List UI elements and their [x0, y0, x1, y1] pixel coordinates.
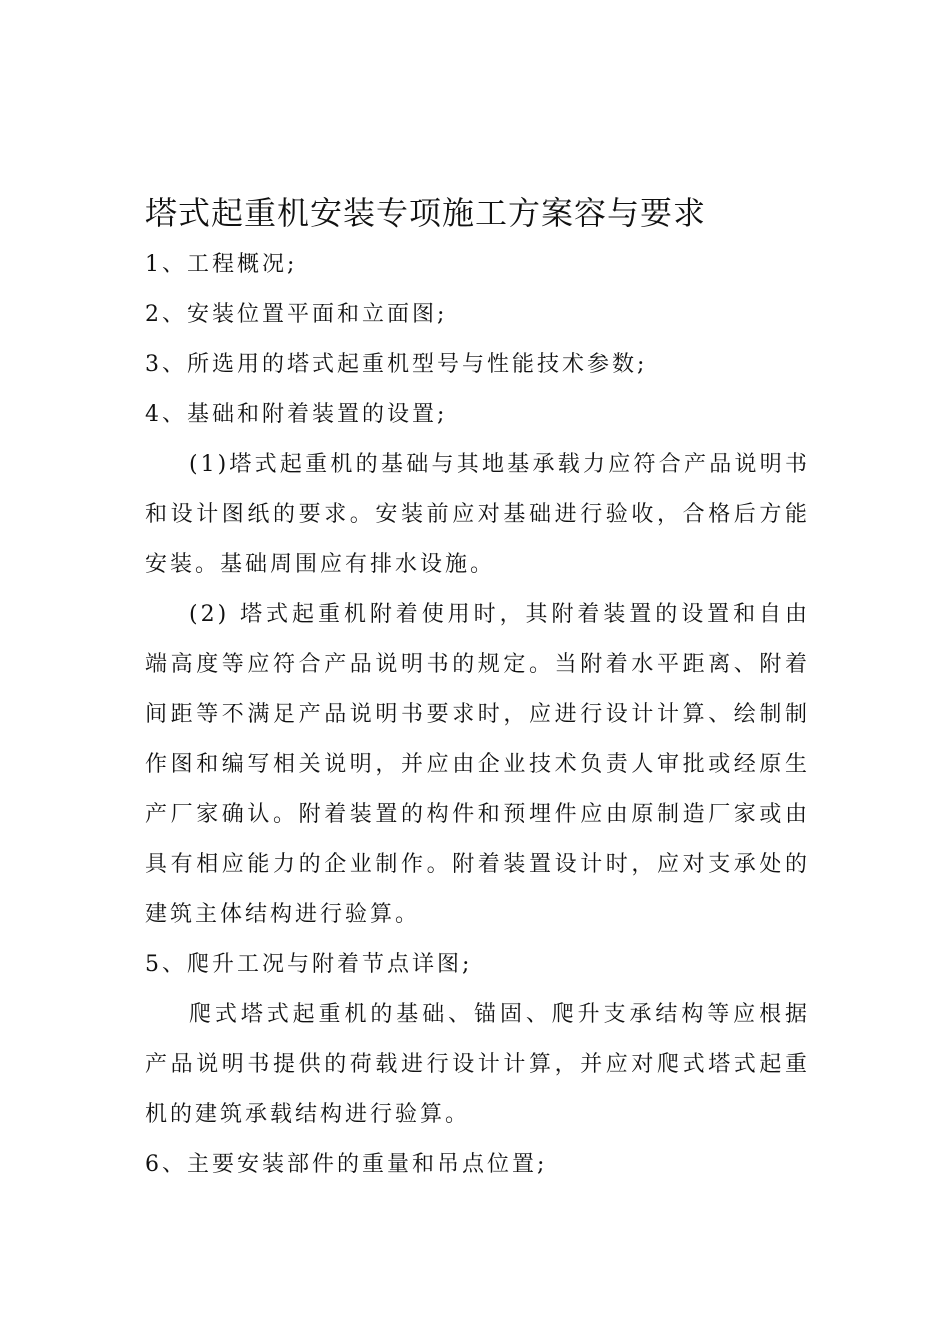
- paragraph-foundation: (1)塔式起重机的基础与其地基承载力应符合产品说明书和设计图纸的要求。安装前应对基础进行验收，合格后方能安装。基础周围应有排水设施。: [145, 452, 810, 577]
- section-heading-3: 3、所选用的塔式起重机型号与性能技术参数;: [145, 352, 648, 377]
- document-title: 塔式起重机安装专项施工方案容与要求: [145, 194, 707, 232]
- section-heading-4: 4、基础和附着装置的设置;: [145, 402, 448, 427]
- section-heading-5: 5、爬升工况与附着节点详图;: [145, 952, 473, 977]
- section-heading-1: 1、工程概况;: [145, 252, 298, 277]
- paragraph-attachment: (2) 塔式起重机附着使用时，其附着装置的设置和自由端高度等应符合产品说明书的规定。当附着水平距离、附着间距等不满足产品说明书要求时，应进行设计计算、绘制制作图和编写相关说明，并应由企业技术负责人审批或经原生产厂家确认。附着装置的构件和预埋件应由原制造厂家或由具有相应能力的企业制作。附着装置设计时，应对支承处的建筑主体结构进行验算。: [145, 602, 810, 927]
- paragraph-climbing: 爬式塔式起重机的基础、锚固、爬升支承结构等应根据产品说明书提供的荷载进行设计计算，并应对爬式塔式起重机的建筑承载结构进行验算。: [145, 1002, 810, 1127]
- section-heading-2: 2、安装位置平面和立面图;: [145, 302, 448, 327]
- document-body: [145, 190, 810, 1190]
- section-heading-6: 6、主要安装部件的重量和吊点位置;: [145, 1152, 548, 1177]
